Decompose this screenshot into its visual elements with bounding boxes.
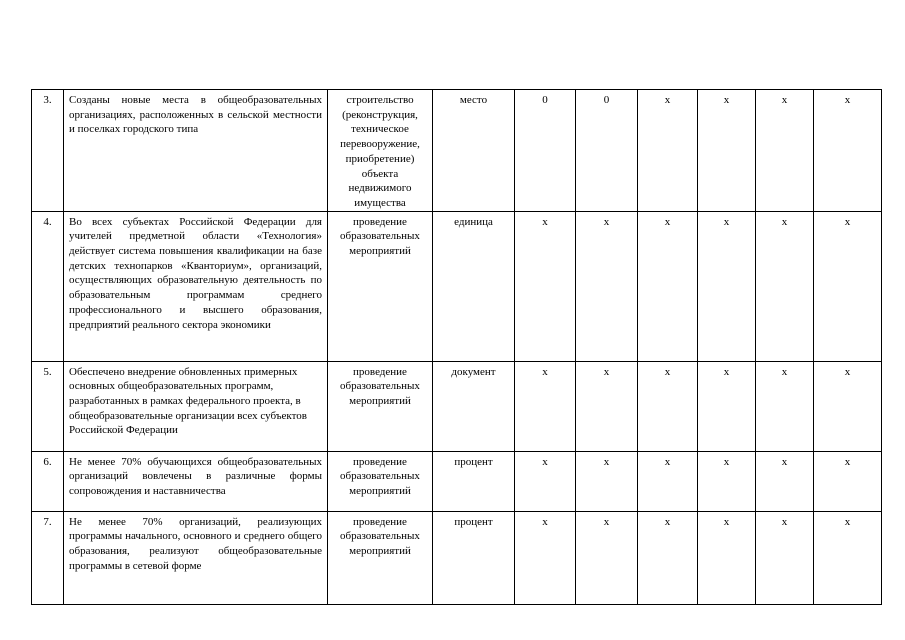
value-cell: x	[698, 211, 756, 361]
table-row	[32, 90, 882, 212]
unit-of-measure: процент	[433, 451, 515, 511]
result-name: Созданы новые места в общеобразовательных организациях, расположенных в сельской местности и поселках городского типа	[64, 90, 328, 212]
result-name: Не менее 70% обучающихся общеобразовательных организаций вовлечены в различные формы сопровождения и наставничества	[64, 451, 328, 511]
value-cell: x	[698, 451, 756, 511]
value-cell: x	[698, 511, 756, 604]
row-number: 3.	[32, 90, 64, 212]
result-name: Не менее 70% организаций, реализующих программы начального, основного и среднего общего образования, реализуют общеобразовательные программы в сетевой форме	[64, 511, 328, 604]
table-row	[32, 361, 882, 451]
table-row	[32, 451, 882, 511]
unit-of-measure: документ	[433, 361, 515, 451]
measures-table	[31, 89, 882, 605]
value-cell: x	[576, 511, 638, 604]
value-cell: x	[756, 211, 814, 361]
value-cell: x	[576, 211, 638, 361]
table-row	[32, 511, 882, 604]
value-cell: x	[698, 90, 756, 212]
value-cell: x	[814, 211, 882, 361]
value-cell: x	[756, 451, 814, 511]
value-cell: x	[638, 90, 698, 212]
result-type: проведение образовательных мероприятий	[328, 361, 433, 451]
value-cell: x	[515, 361, 576, 451]
value-cell: x	[576, 361, 638, 451]
result-type: проведение образовательных мероприятий	[328, 211, 433, 361]
value-cell: x	[756, 361, 814, 451]
result-name: Обеспечено внедрение обновленных примерных основных общеобразовательных программ, разработанных в рамках федерального проекта, в общеобразовательные организации всех субъектов Российской Федерации	[64, 361, 328, 451]
value-cell: x	[638, 211, 698, 361]
value-cell: x	[756, 511, 814, 604]
result-type: строительство (реконструкция, техническое перевооружение, приобретение) объекта недвижимого имущества	[328, 90, 433, 212]
value-cell: x	[515, 211, 576, 361]
row-number: 6.	[32, 451, 64, 511]
row-number: 7.	[32, 511, 64, 604]
value-cell: x	[515, 451, 576, 511]
value-cell: x	[814, 451, 882, 511]
value-cell: x	[638, 451, 698, 511]
table-row	[32, 211, 882, 361]
unit-of-measure: единица	[433, 211, 515, 361]
value-cell: x	[814, 361, 882, 451]
value-cell: x	[638, 511, 698, 604]
value-cell: 0	[515, 90, 576, 212]
result-name: Во всех субъектах Российской Федерации для учителей предметной области «Технология» действует система повышения квалификации на базе детских технопарков «Кванториум», организаций, осуществляющих образовательную деятельность по образовательным программам среднего профессионального и высшего образования, предприятий реального сектора экономики	[64, 211, 328, 361]
result-type: проведение образовательных мероприятий	[328, 451, 433, 511]
value-cell: 0	[576, 90, 638, 212]
row-number: 4.	[32, 211, 64, 361]
value-cell: x	[756, 90, 814, 212]
row-number: 5.	[32, 361, 64, 451]
value-cell: x	[814, 90, 882, 212]
value-cell: x	[576, 451, 638, 511]
value-cell: x	[638, 361, 698, 451]
value-cell: x	[698, 361, 756, 451]
unit-of-measure: процент	[433, 511, 515, 604]
value-cell: x	[515, 511, 576, 604]
value-cell: x	[814, 511, 882, 604]
result-type: проведение образовательных мероприятий	[328, 511, 433, 604]
unit-of-measure: место	[433, 90, 515, 212]
